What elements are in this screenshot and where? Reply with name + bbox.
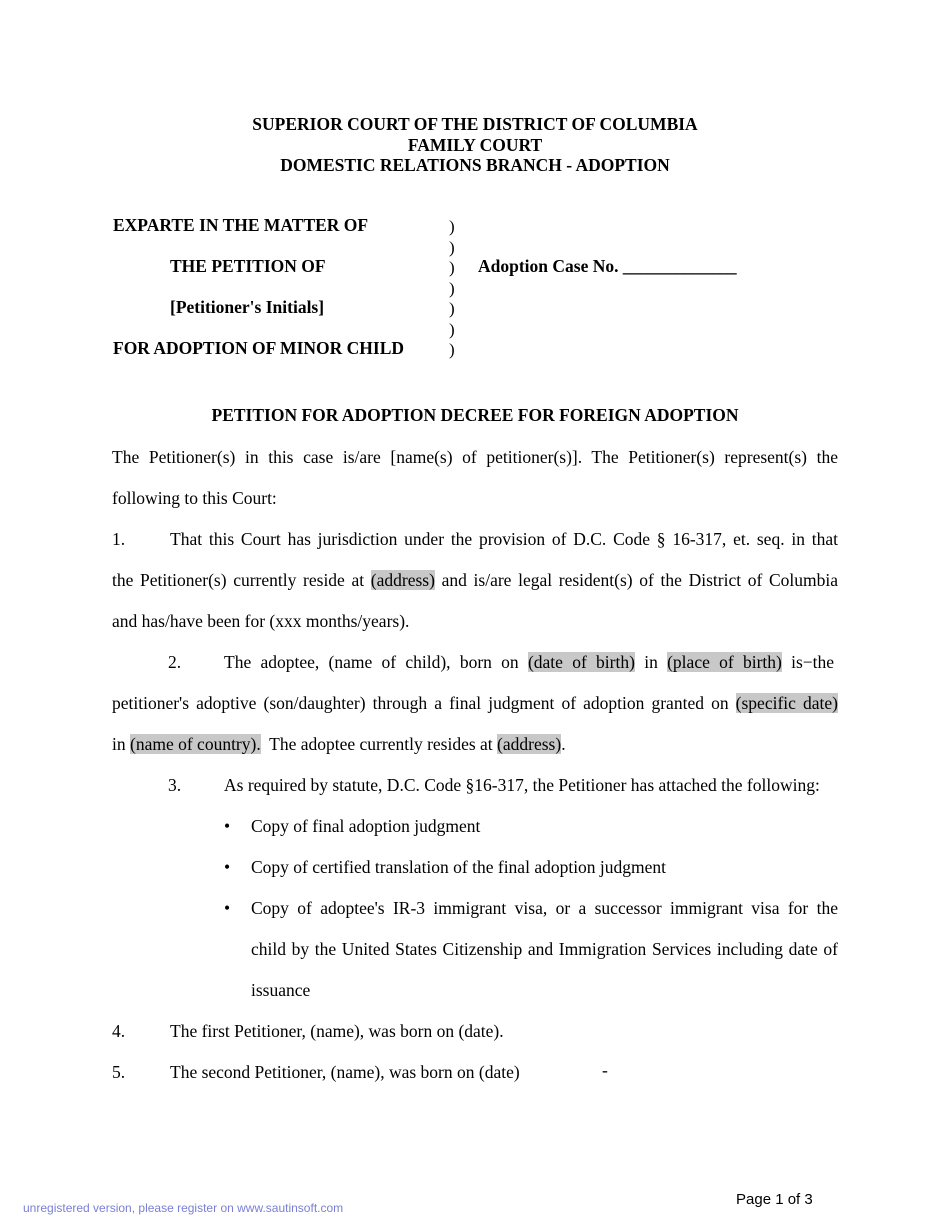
para-2-text: The adoptee currently resides at [269, 734, 493, 754]
caption-line-2: THE PETITION OF [170, 256, 326, 276]
attachment-2: Copy of certified translation of the final adoption judgment [251, 857, 667, 877]
para-2-line-3 [112, 734, 566, 755]
specific-date-field: (specific date) [735, 693, 838, 713]
date-of-birth-field: (date of birth) [527, 652, 635, 672]
caption-paren: ) [449, 258, 455, 277]
para-1-number: 1. [112, 529, 126, 549]
case-number: Adoption Case No. _____________ [478, 256, 737, 276]
attachment-1: Copy of final adoption judgment [251, 816, 481, 836]
watermark-link[interactable]: unregistered version, please register on www.sautinsoft.com [23, 1201, 344, 1215]
para-2-text: The adoptee, (name of child), born on [224, 652, 519, 672]
country-field: (name of country). [130, 734, 261, 754]
intro-line-2: following to this Court: [112, 488, 277, 508]
court-name: SUPERIOR COURT OF THE DISTRICT OF COLUMBIA [252, 114, 698, 134]
para-2-line-2 [112, 693, 838, 714]
para-1-line-3: and has/have been for (xxx months/years). [112, 611, 410, 631]
bullet-1: • [224, 816, 231, 836]
attachment-3-line-1: Copy of adoptee's IR-3 immigrant visa, or a successor immigrant visa for the [251, 898, 838, 918]
place-of-birth-field: (place of birth) [667, 652, 782, 672]
para-1-line-2 [112, 570, 838, 591]
para-2-text: in [644, 652, 658, 672]
attachment-3-line-2: child by the United States Citizenship and Immigration Services including date of [251, 939, 838, 959]
para-3-text: As required by statute, D.C. Code §16-317, the Petitioner has attached the following: [224, 775, 820, 795]
para-2-text: in [112, 734, 126, 754]
para-2-period: . [561, 734, 566, 754]
para-1-text: the Petitioner(s) currently reside at [112, 570, 365, 590]
caption-paren: ) [449, 299, 455, 318]
court-division: FAMILY COURT [407, 134, 543, 155]
adoptee-address-field: (address) [497, 734, 562, 754]
intro-line-1: The Petitioner(s) in this case is/are [name(s) of petitioner(s)]. The Petitioner(s) represent(s) the [112, 447, 838, 467]
para-4-text: The first Petitioner, (name), was born on (date). [170, 1021, 504, 1041]
para-1-line-1: That this Court has jurisdiction under the provision of D.C. Code § 16-317, et. seq. in that [170, 529, 838, 549]
page-number: Page 1 of 3 [736, 1191, 813, 1208]
caption-paren: ) [449, 319, 455, 339]
court-branch: DOMESTIC RELATIONS BRANCH - ADOPTION [280, 155, 670, 175]
para-4-number: 4. [112, 1021, 126, 1041]
address-field: (address) [370, 570, 435, 590]
court-header [0, 114, 950, 176]
bullet-3: • [224, 898, 231, 918]
document-title: PETITION FOR ADOPTION DECREE FOR FOREIGN ADOPTION [211, 405, 739, 425]
caption-line-1: EXPARTE IN THE MATTER OF [113, 215, 369, 235]
para-2-number: 2. [168, 652, 182, 672]
caption-line-3: [Petitioner's Initials] [170, 297, 325, 317]
para-5-dash: - [602, 1060, 608, 1080]
bullet-2: • [224, 857, 231, 877]
caption-parens [449, 217, 455, 361]
caption-line-4: FOR ADOPTION OF MINOR CHILD [113, 338, 405, 358]
para-2-text: petitioner's adoptive (son/daughter) through a final judgment of adoption granted on [112, 693, 729, 713]
caption-paren: ) [449, 340, 455, 359]
para-5-text: The second Petitioner, (name), was born on (date) [170, 1062, 520, 1082]
caption-paren: ) [449, 237, 455, 257]
para-3-number: 3. [168, 775, 182, 795]
para-5-number: 5. [112, 1062, 126, 1082]
para-2-line-1 [224, 652, 834, 673]
attachment-3-line-3: issuance [251, 980, 311, 1000]
caption-paren: ) [449, 278, 455, 298]
caption-paren: ) [449, 217, 455, 236]
para-1-text: and is/are legal resident(s) of the District of Columbia [441, 570, 838, 590]
para-2-text: is−the [791, 652, 834, 672]
